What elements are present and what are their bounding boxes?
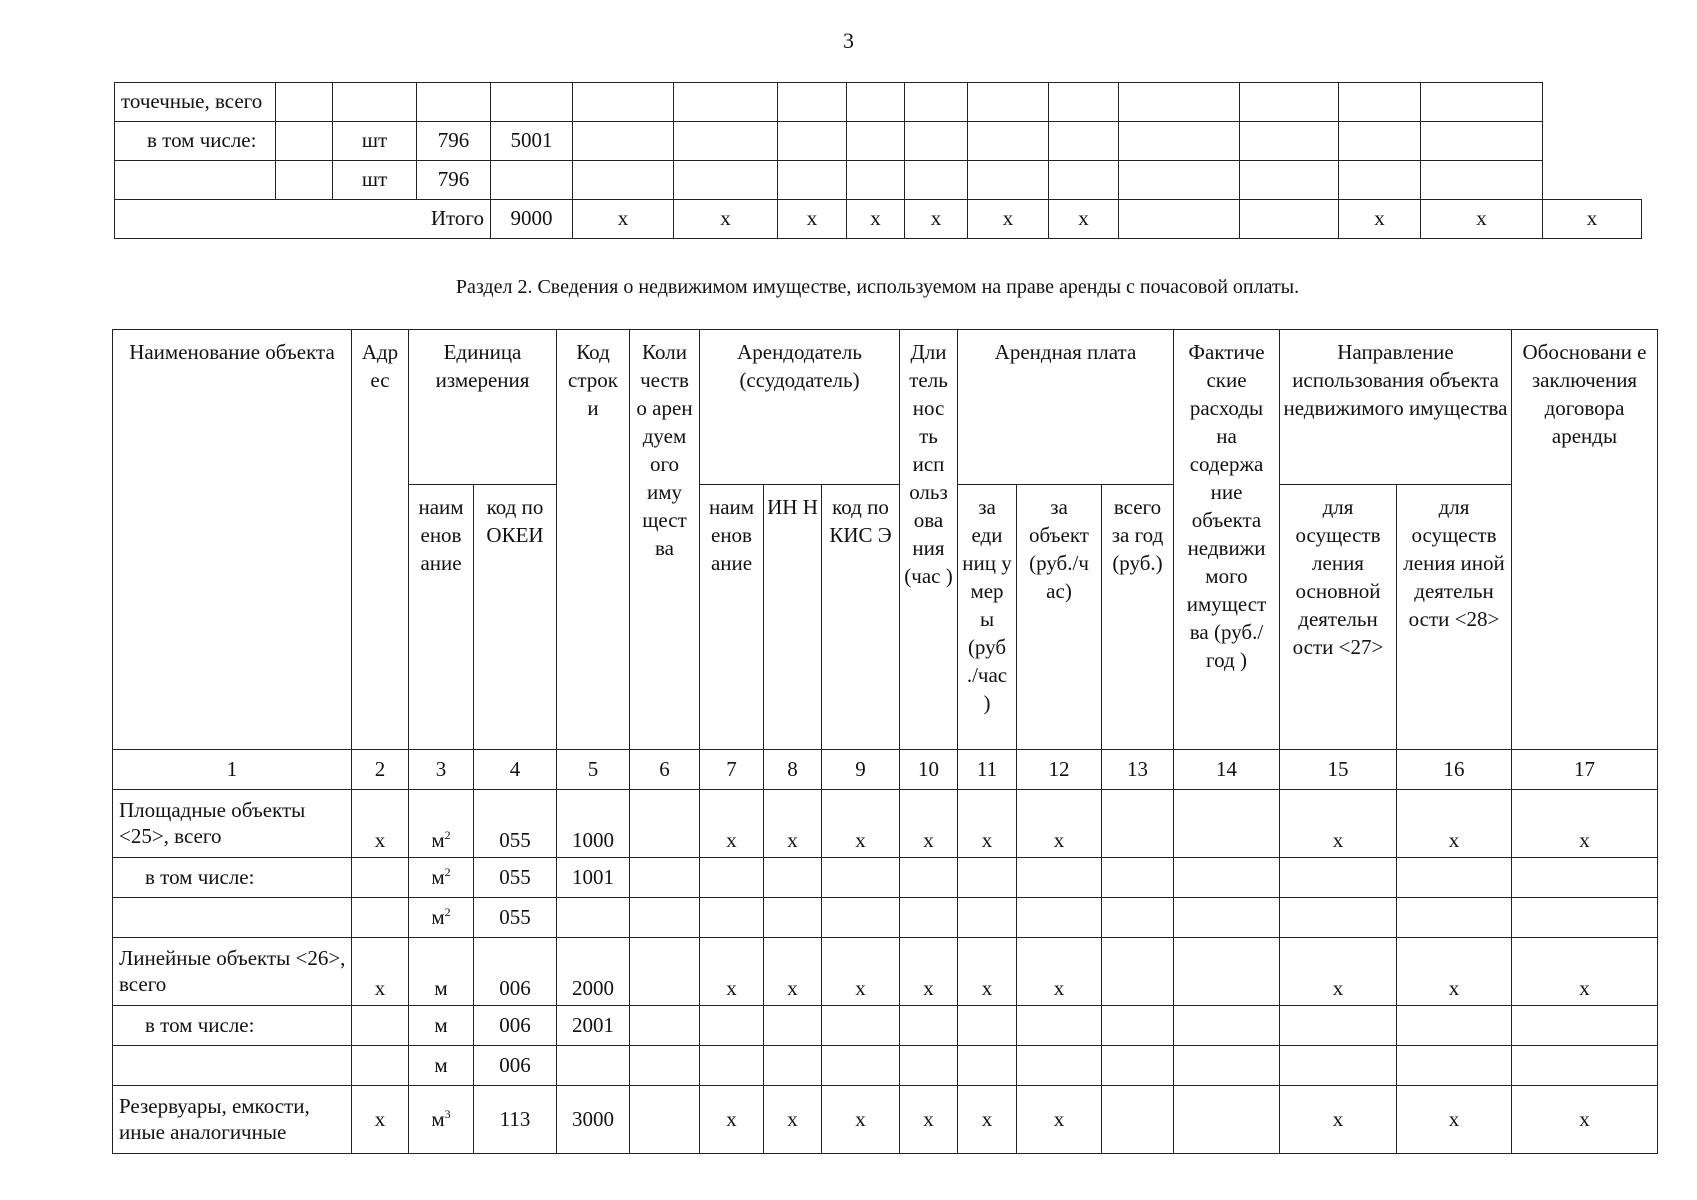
mark-cell [1240,200,1339,239]
duration-cell [900,1006,958,1046]
unit-cell [409,790,474,858]
lessor-name-cell [700,858,764,898]
row-label: в том числе: [115,122,276,161]
code-cell: 2001 [557,1006,630,1046]
code-cell: 3000 [557,1086,630,1154]
object-name: Резервуары, емкости, иные аналогичные [113,1086,352,1154]
okei-cell: 796 [417,161,491,200]
direction-other-cell [1397,1046,1512,1086]
quantity-cell [630,790,700,858]
header-rent-per-unit: за еди ниц у мер ы (руб ./час ) [958,485,1017,750]
unit-cell [409,858,474,898]
rent-per-object-cell [1017,858,1102,898]
header-unit: Единица измерения [409,330,557,485]
okei-cell: 055 [474,790,557,858]
lessor-name-cell [700,898,764,938]
kise-cell [822,1006,900,1046]
header-lessor-inn: ИН Н [764,485,822,750]
justification-cell: x [1512,938,1658,1006]
column-number: 3 [409,750,474,790]
unit-text: м [434,1052,448,1077]
direction-main-cell [1280,858,1397,898]
object-name: в том числе: [113,858,352,898]
header-row [113,330,1658,485]
rent-per-object-cell: x [1017,938,1102,1006]
mark-cell [1119,200,1240,239]
total-label: Итого [115,200,491,239]
address-cell [352,1046,409,1086]
okei-cell: 006 [474,1006,557,1046]
direction-main-cell: x [1280,1086,1397,1154]
unit-text: м [434,1012,448,1037]
costs-cell [1174,938,1280,1006]
column-number: 1 [113,750,352,790]
unit-text: м [431,904,445,929]
header-rent-per-object: за объект (руб./ч ас) [1017,485,1102,750]
header-unit-name: наим енов ание [409,485,474,750]
unit-cell: шт [333,161,417,200]
costs-cell [1174,1046,1280,1086]
costs-cell [1174,790,1280,858]
unit-exponent: 2 [444,864,451,879]
header-row-code: Код строк и [557,330,630,750]
kise-cell: x [822,938,900,1006]
rent-total-cell [1102,898,1174,938]
header-name: Наименование объекта [113,330,352,750]
column-number: 8 [764,750,822,790]
unit-cell [409,938,474,1006]
mark-cell: x [1543,200,1642,239]
unit-cell [409,1086,474,1154]
okei-cell: 006 [474,1046,557,1086]
rent-per-unit-cell [958,898,1017,938]
direction-main-cell [1280,898,1397,938]
kise-cell: x [822,1086,900,1154]
quantity-cell [630,938,700,1006]
address-cell: x [352,1086,409,1154]
inn-cell: x [764,790,822,858]
unit-cell: шт [333,122,417,161]
header-rent: Арендная плата [958,330,1174,485]
rent-per-object-cell [1017,898,1102,938]
inn-cell [764,898,822,938]
column-number: 15 [1280,750,1397,790]
column-number: 9 [822,750,900,790]
object-name: Линейные объекты <26>, всего [113,938,352,1006]
justification-cell [1512,1046,1658,1086]
column-number: 16 [1397,750,1512,790]
header-direction: Направление использования объекта недвижимого имущества [1280,330,1512,485]
row-label: точечные, всего [115,83,276,122]
rent-total-cell [1102,1046,1174,1086]
header-lessor: Арендодатель (ссудодатель) [700,330,900,485]
header-unit-code: код по ОКЕИ [474,485,557,750]
column-number: 7 [700,750,764,790]
okei-cell: 055 [474,858,557,898]
direction-other-cell [1397,898,1512,938]
column-numbers-row [113,750,1658,790]
code-cell: 1001 [557,858,630,898]
inn-cell: x [764,1086,822,1154]
main-table [112,329,1658,1154]
table-row [113,790,1658,858]
duration-cell [900,858,958,898]
mark-cell: x [573,200,674,239]
header-duration: Дли тель нос ть исп ольз ова ния (час ) [900,330,958,750]
justification-cell [1512,898,1658,938]
column-number: 6 [630,750,700,790]
quantity-cell [630,1006,700,1046]
costs-cell [1174,858,1280,898]
unit-text: м [431,1106,445,1131]
direction-other-cell [1397,858,1512,898]
unit-cell [409,1046,474,1086]
section-title: Раздел 2. Сведения о недвижимом имуществе, используемом на праве аренды с почасовой оплаты. [455,276,1300,298]
quantity-cell [630,1086,700,1154]
lessor-name-cell: x [700,1086,764,1154]
rent-per-unit-cell: x [958,790,1017,858]
costs-cell [1174,1086,1280,1154]
table-row [113,1006,1658,1046]
address-cell [352,898,409,938]
address-cell [352,858,409,898]
rent-per-unit-cell [958,1046,1017,1086]
inn-cell [764,1006,822,1046]
mark-cell: x [968,200,1049,239]
unit-text: м [431,864,445,889]
object-name [113,1046,352,1086]
costs-cell [1174,1006,1280,1046]
header-justification: Обосновани е заключения договора аренды [1512,330,1658,750]
duration-cell: x [900,790,958,858]
quantity-cell [630,898,700,938]
lessor-name-cell [700,1006,764,1046]
code-cell [557,1046,630,1086]
inn-cell [764,858,822,898]
direction-other-cell: x [1397,1086,1512,1154]
mark-cell: x [847,200,905,239]
kise-cell [822,1046,900,1086]
direction-other-cell [1397,1006,1512,1046]
direction-main-cell: x [1280,790,1397,858]
direction-main-cell [1280,1006,1397,1046]
mark-cell: x [1049,200,1119,239]
column-number: 11 [958,750,1017,790]
column-number: 4 [474,750,557,790]
justification-cell [1512,1006,1658,1046]
duration-cell [900,1046,958,1086]
page-number: 3 [843,28,854,53]
unit-cell [409,898,474,938]
table-row [115,161,1642,200]
lessor-name-cell [700,1046,764,1086]
lessor-name-cell: x [700,790,764,858]
code-cell: 2000 [557,938,630,1006]
code-cell: 1000 [557,790,630,858]
rent-total-cell [1102,790,1174,858]
inn-cell: x [764,938,822,1006]
object-name: в том числе: [113,1006,352,1046]
rent-per-unit-cell: x [958,938,1017,1006]
rent-per-unit-cell: x [958,1086,1017,1154]
kise-cell: x [822,790,900,858]
mark-cell: x [1421,200,1543,239]
table-row [113,1086,1658,1154]
column-number: 10 [900,750,958,790]
rent-total-cell [1102,938,1174,1006]
table-row [113,858,1658,898]
mark-cell: x [674,200,778,239]
rent-per-unit-cell [958,858,1017,898]
header-direction-other: для осуществ ления иной деятельн ости <28> [1397,485,1512,750]
address-cell [352,1006,409,1046]
duration-cell: x [900,938,958,1006]
table-row [113,938,1658,1006]
header-direction-main: для осуществ ления основной деятельн ости <27> [1280,485,1397,750]
header-quantity: Коли честв о арен дуем ого иму щест ва [630,330,700,750]
rent-per-unit-cell [958,1006,1017,1046]
column-number: 14 [1174,750,1280,790]
table-row [113,898,1658,938]
okei-cell: 796 [417,122,491,161]
column-number: 13 [1102,750,1174,790]
quantity-cell [630,1046,700,1086]
direction-other-cell: x [1397,790,1512,858]
okei-cell: 055 [474,898,557,938]
unit-text: м [434,975,448,1000]
duration-cell: x [900,1086,958,1154]
mark-cell: x [905,200,968,239]
address-cell: x [352,790,409,858]
rent-per-object-cell [1017,1046,1102,1086]
unit-exponent: 2 [444,904,451,919]
rent-per-object-cell: x [1017,790,1102,858]
address-cell: x [352,938,409,1006]
header-actual-costs: Фактиче ские расходы на содержа ние объекта недвижи мого имущест ва (руб./год ) [1174,330,1280,750]
rent-total-cell [1102,1086,1174,1154]
okei-cell: 113 [474,1086,557,1154]
inn-cell [764,1046,822,1086]
header-lessor-kise: код по КИС Э [822,485,900,750]
lessor-name-cell: x [700,938,764,1006]
table-row [115,83,1642,122]
rent-per-object-cell [1017,1006,1102,1046]
direction-main-cell [1280,1046,1397,1086]
okei-cell: 006 [474,938,557,1006]
column-number: 5 [557,750,630,790]
object-name [113,898,352,938]
mark-cell: x [778,200,847,239]
rent-per-object-cell: x [1017,1086,1102,1154]
quantity-cell [630,858,700,898]
unit-exponent: 2 [444,827,451,842]
table-row [115,122,1642,161]
justification-cell: x [1512,1086,1658,1154]
unit-exponent: 3 [444,1106,451,1121]
top-table [114,82,1642,239]
justification-cell [1512,858,1658,898]
rent-total-cell [1102,858,1174,898]
code-cell [557,898,630,938]
header-address: Адр ес [352,330,409,750]
direction-other-cell: x [1397,938,1512,1006]
header-lessor-name: наим енов ание [700,485,764,750]
kise-cell [822,898,900,938]
justification-cell: x [1512,790,1658,858]
rent-total-cell [1102,1006,1174,1046]
column-number: 2 [352,750,409,790]
kise-cell [822,858,900,898]
unit-text: м [431,827,445,852]
unit-cell [409,1006,474,1046]
header-rent-total: всего за год (руб.) [1102,485,1174,750]
total-code: 9000 [491,200,573,239]
mark-cell: x [1339,200,1421,239]
costs-cell [1174,898,1280,938]
column-number: 17 [1512,750,1658,790]
duration-cell [900,898,958,938]
code-cell: 5001 [491,122,573,161]
table-row [113,1046,1658,1086]
column-number: 12 [1017,750,1102,790]
total-row [115,200,1642,239]
direction-main-cell: x [1280,938,1397,1006]
object-name: Площадные объекты <25>, всего [113,790,352,858]
